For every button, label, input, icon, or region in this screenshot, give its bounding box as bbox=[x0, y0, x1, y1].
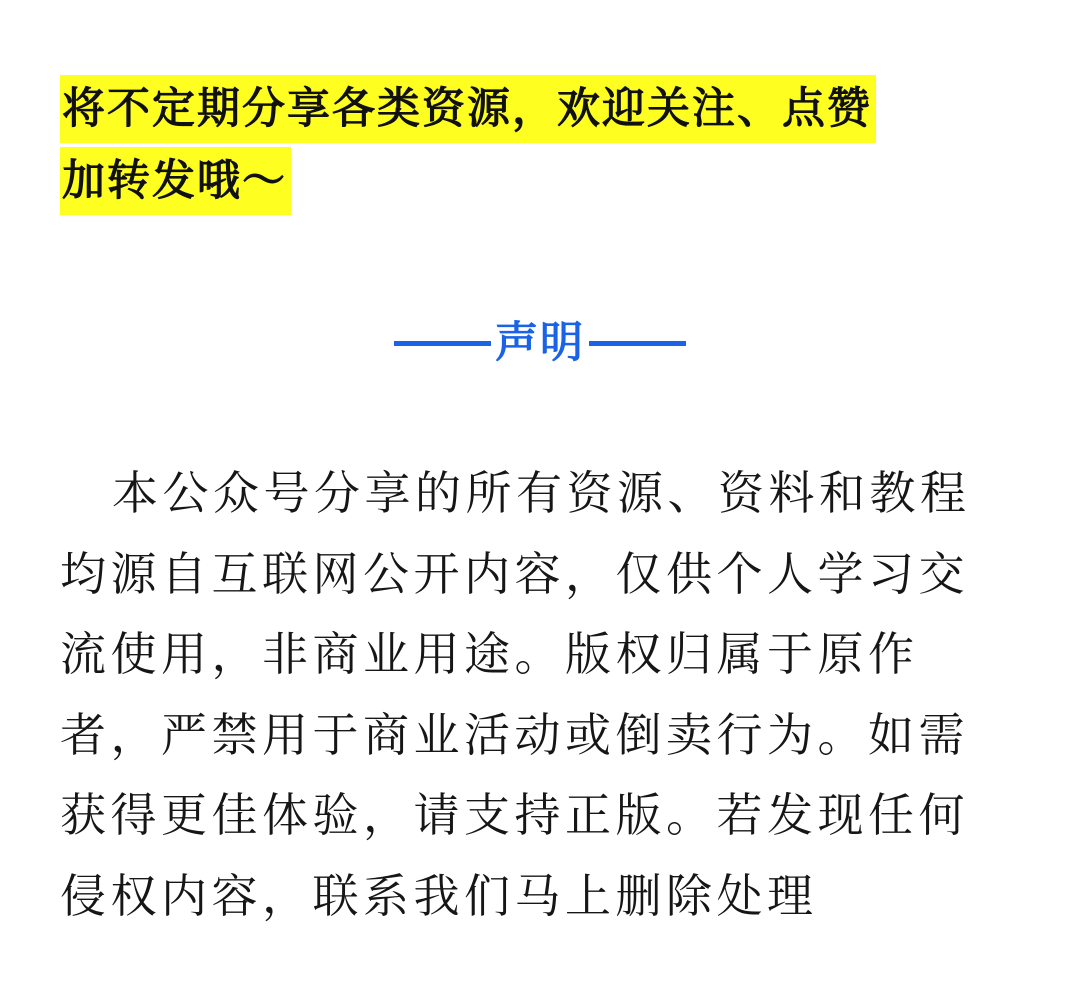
statement-line: 流使用，非商业用途。版权归属于原作 bbox=[60, 627, 919, 681]
notice-line-2: 加转发哦～ bbox=[60, 147, 291, 215]
heading-title: 声明 bbox=[495, 318, 585, 368]
highlighted-notice bbox=[60, 75, 1020, 219]
statement-line: 均源自互联网公开内容，仅供个人学习交 bbox=[60, 546, 969, 601]
statement-line: 者，严禁用于商业活动或倒卖行为。如需 bbox=[60, 707, 969, 762]
heading-left-rule bbox=[394, 341, 491, 346]
statement-line: 本公众号分享的所有资源、资料和教程 bbox=[112, 466, 971, 520]
heading-right-rule bbox=[589, 341, 686, 346]
notice-line-1: 将不定期分享各类资源，欢迎关注、点赞 bbox=[60, 75, 876, 143]
statement-paragraph bbox=[60, 460, 1020, 943]
statement-line: 获得更佳体验，请支持正版。若发现任何 bbox=[60, 788, 969, 842]
section-heading bbox=[0, 308, 1080, 378]
statement-line: 侵权内容，联系我们马上删除处理 bbox=[60, 868, 818, 923]
